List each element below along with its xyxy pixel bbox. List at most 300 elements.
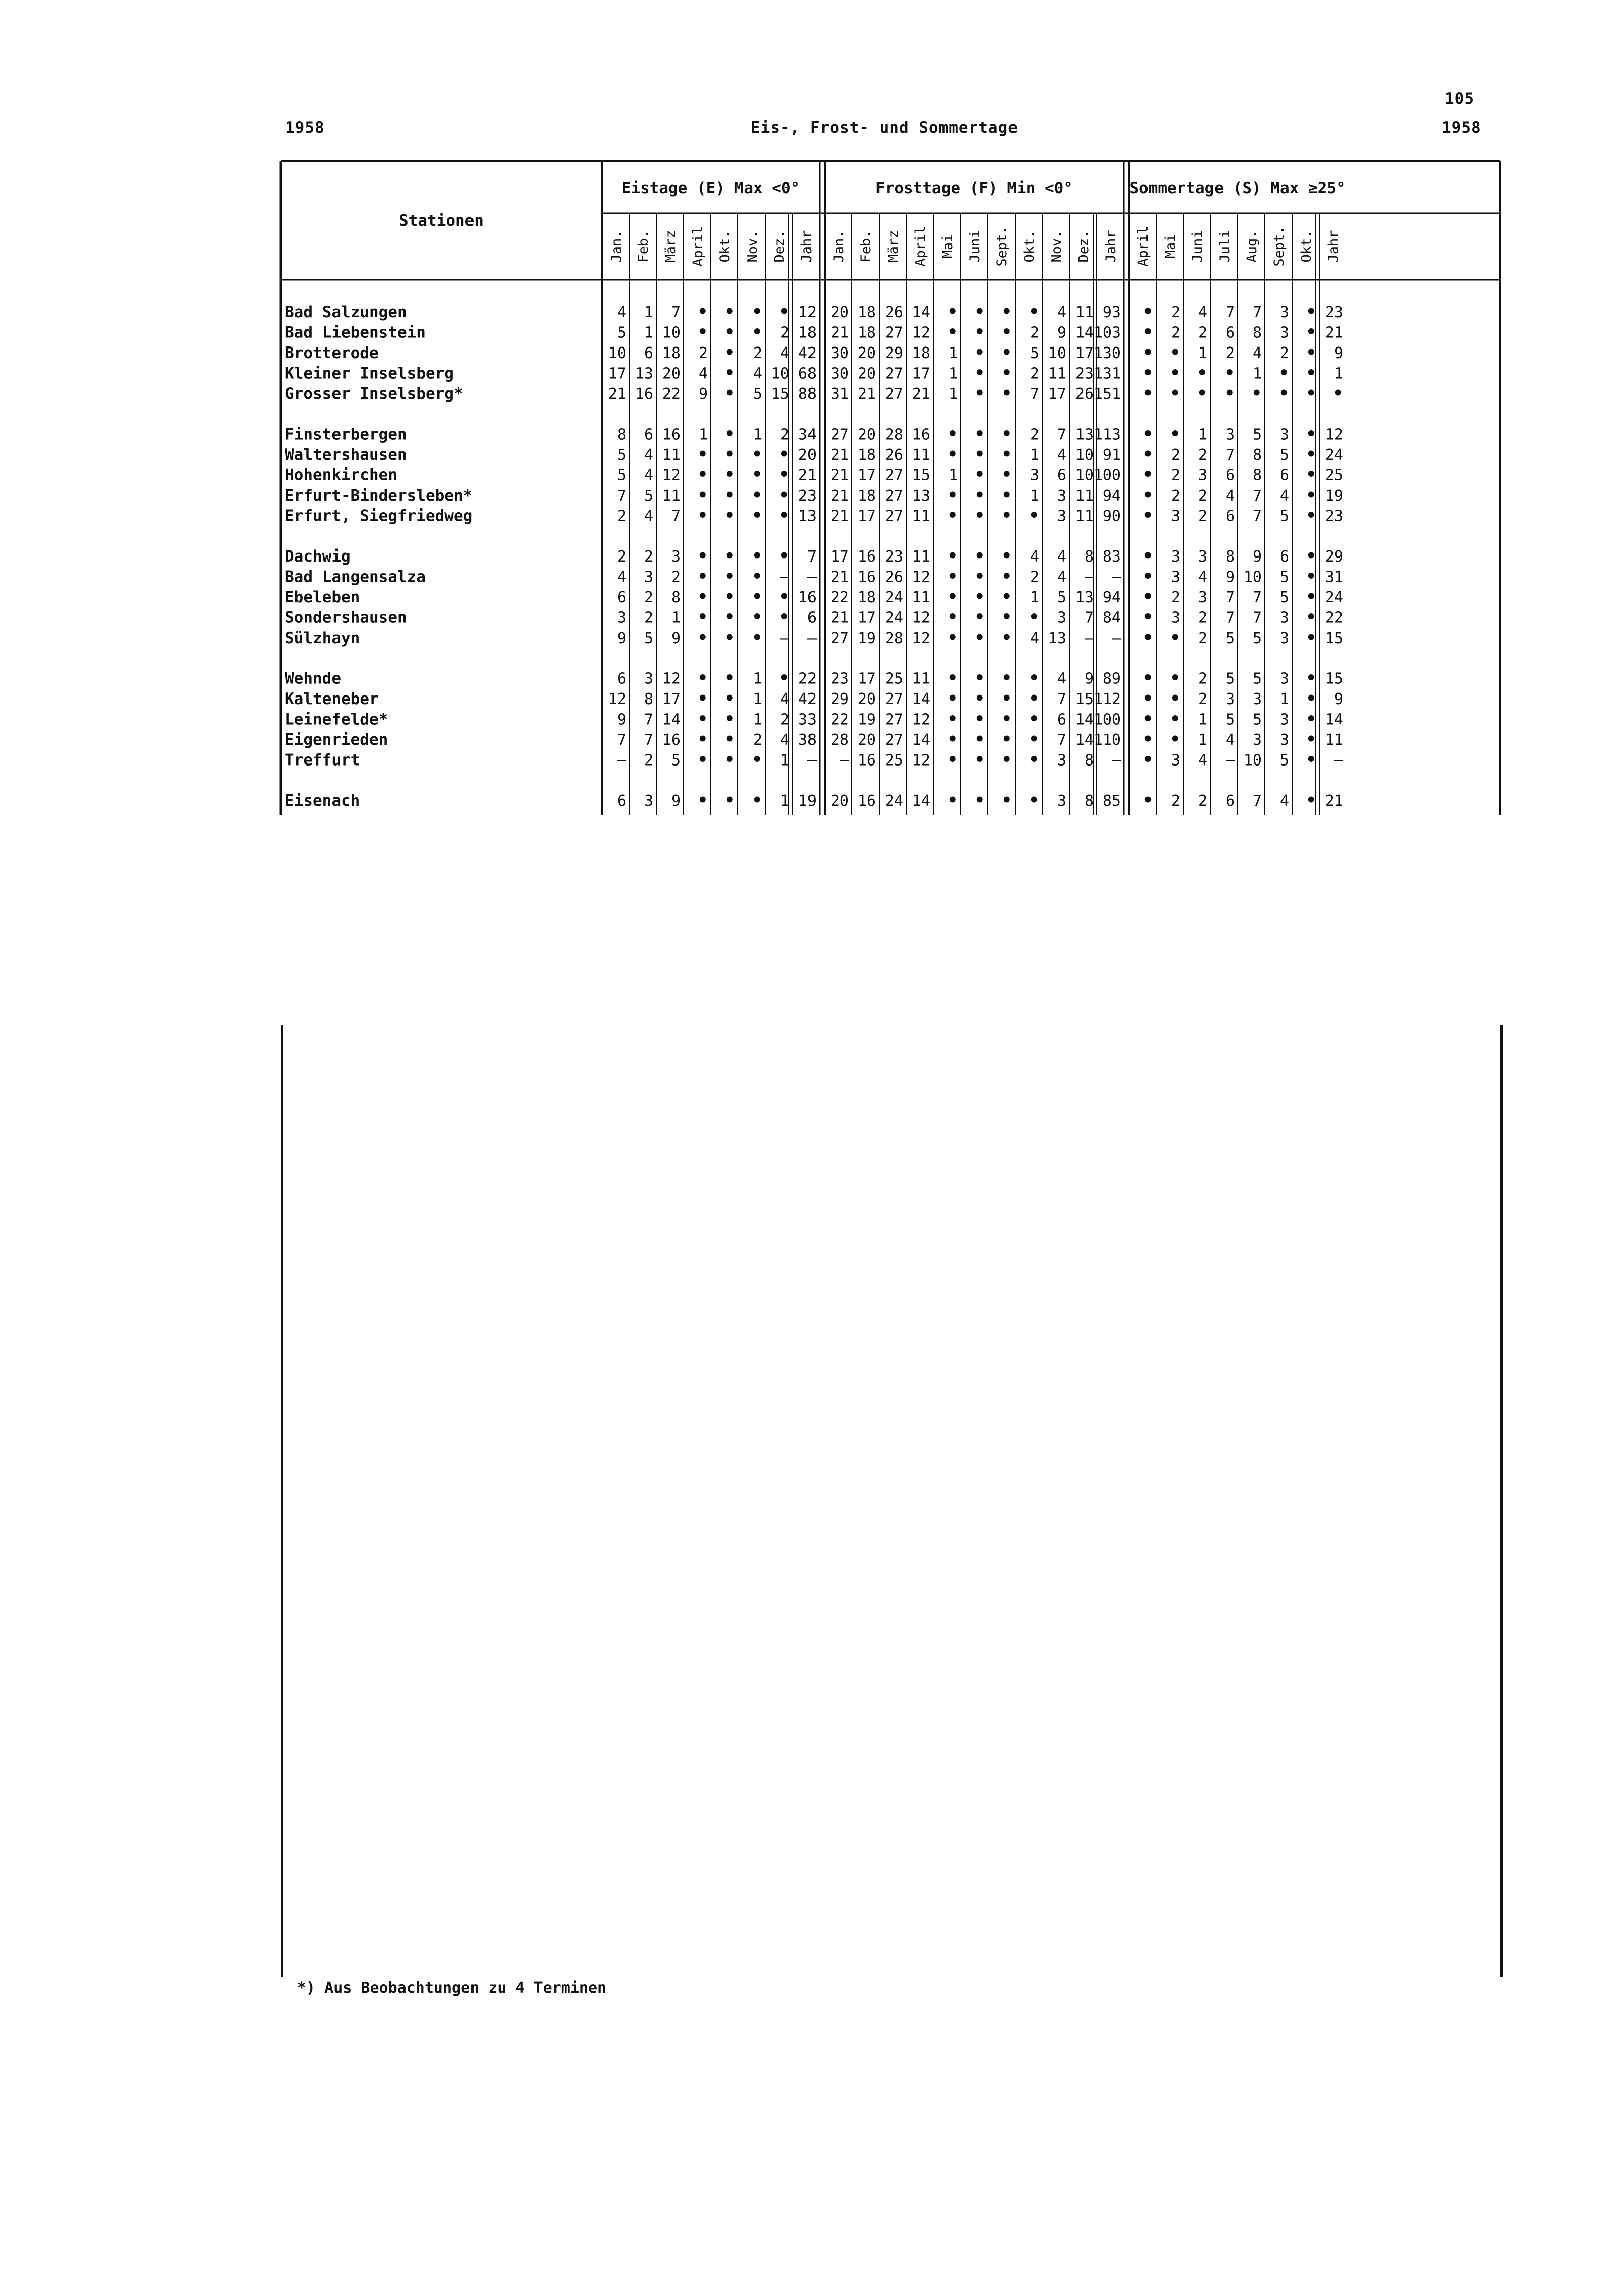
table-cell: 19: [857, 711, 876, 729]
table-cell: –: [839, 751, 849, 770]
table-cell: 10: [1048, 344, 1066, 362]
empty-dot: •: [724, 363, 735, 383]
empty-dot: •: [947, 587, 958, 607]
table-cell: 88: [798, 385, 817, 403]
empty-dot: •: [1001, 505, 1012, 526]
table-cell: 21: [830, 487, 849, 505]
empty-dot: •: [1224, 363, 1235, 383]
empty-dot: •: [974, 749, 985, 770]
table-cell: 2: [1030, 324, 1039, 342]
table-cell: 4: [644, 507, 653, 525]
table-cell: 100: [1093, 711, 1121, 729]
table-cell: 8: [1252, 324, 1262, 342]
empty-dot: •: [724, 628, 735, 648]
table-cell: 27: [885, 324, 903, 342]
table-cell: 10: [1243, 568, 1262, 586]
table-cell: –: [1225, 751, 1235, 770]
table-cell: 2: [1198, 690, 1207, 708]
table-cell: 5: [617, 324, 626, 342]
empty-dot: •: [974, 688, 985, 709]
table-cell: 11: [912, 670, 930, 688]
table-cell: 25: [885, 751, 903, 770]
table-cell: 1: [753, 711, 762, 729]
station-name: Kleiner Inselsberg: [285, 364, 454, 383]
empty-dot: •: [1001, 383, 1012, 403]
table-cell: 90: [1102, 507, 1121, 525]
table-cell: 3: [1279, 609, 1289, 627]
table-cell: –: [1334, 751, 1343, 770]
empty-dot: •: [947, 322, 958, 342]
table-cell: 27: [885, 690, 903, 708]
empty-dot: •: [1170, 709, 1180, 729]
table-cell: 17: [912, 365, 930, 383]
station-name: Eisenach: [285, 792, 360, 810]
empty-dot: •: [1029, 668, 1039, 688]
empty-dot: •: [947, 628, 958, 648]
table-cell: 4: [617, 568, 626, 586]
table-cell: 20: [857, 365, 876, 383]
empty-dot: •: [1142, 424, 1153, 444]
table-cell: 6: [1279, 548, 1289, 566]
station-name: Ebeleben: [285, 588, 360, 606]
table-cell: 31: [1325, 568, 1343, 586]
station-name: Sülzhayn: [285, 629, 360, 647]
table-cell: 31: [830, 385, 849, 403]
table-cell: 5: [1279, 446, 1289, 464]
empty-dot: •: [974, 587, 985, 607]
table-cell: 4: [644, 446, 653, 464]
table-cell: 83: [1102, 548, 1121, 566]
empty-dot: •: [697, 546, 708, 566]
table-cell: 3: [644, 792, 653, 810]
table-cell: 2: [1198, 487, 1207, 505]
table-cell: 3: [1057, 487, 1066, 505]
table-cell: 20: [830, 792, 849, 810]
table-cell: 1: [1279, 690, 1289, 708]
table-cell: 4: [1057, 304, 1066, 321]
footnote: *) Aus Beobachtungen zu 4 Terminen: [297, 1979, 607, 1997]
empty-dot: •: [779, 546, 789, 566]
empty-dot: •: [752, 444, 762, 464]
table-cell: 29: [1325, 548, 1343, 566]
empty-dot: •: [1306, 607, 1316, 628]
table-cell: 2: [1171, 324, 1180, 342]
table-cell: 5: [617, 446, 626, 464]
table-cell: 12: [912, 630, 930, 647]
table-cell: 1: [780, 792, 789, 810]
table-cell: 1: [948, 365, 958, 383]
station-name: Wehnde: [285, 669, 341, 688]
table-cell: 28: [885, 630, 903, 647]
empty-dot: •: [1224, 383, 1235, 403]
empty-dot: •: [1001, 424, 1012, 444]
table-cell: 1: [753, 426, 762, 444]
table-cell: 4: [1279, 792, 1289, 810]
table-cell: 6: [1279, 466, 1289, 484]
table-cell: 10: [771, 365, 789, 383]
empty-dot: •: [1197, 383, 1207, 403]
table-cell: 17: [857, 466, 876, 484]
table-cell: 11: [662, 446, 681, 464]
table-cell: 16: [857, 548, 876, 566]
table-cell: 20: [662, 365, 681, 383]
empty-dot: •: [1142, 668, 1153, 688]
empty-dot: •: [974, 566, 985, 587]
empty-dot: •: [752, 628, 762, 648]
table-cell: 30: [830, 344, 849, 362]
empty-dot: •: [1306, 342, 1316, 363]
table-cell: 2: [1198, 609, 1207, 627]
empty-dot: •: [1142, 587, 1153, 607]
empty-dot: •: [1306, 546, 1316, 566]
empty-dot: •: [974, 302, 985, 322]
station-name: Dachwig: [285, 547, 351, 566]
empty-dot: •: [1306, 505, 1316, 526]
table-cell: 17: [857, 670, 876, 688]
table-cell: 6: [1225, 324, 1235, 342]
table-cell: 2: [753, 344, 762, 362]
empty-dot: •: [1306, 485, 1316, 505]
table-cell: 1: [1198, 344, 1207, 362]
table-cell: –: [1084, 630, 1094, 647]
month-header: Juni: [1190, 230, 1205, 263]
table-cell: 12: [912, 609, 930, 627]
month-header: März: [886, 230, 901, 263]
table-cell: 16: [857, 751, 876, 770]
table-cell: 89: [1102, 670, 1121, 688]
table-cell: 10: [662, 324, 681, 342]
empty-dot: •: [1306, 363, 1316, 383]
table-cell: 11: [1075, 487, 1094, 505]
table-cell: 26: [885, 568, 903, 586]
table-cell: 23: [798, 487, 817, 505]
table-cell: 42: [798, 690, 817, 708]
table-cell: 5: [644, 630, 653, 647]
empty-dot: •: [1001, 688, 1012, 709]
table-cell: 5: [1279, 589, 1289, 606]
table-cell: 2: [1171, 792, 1180, 810]
table-cell: 131: [1093, 365, 1121, 383]
table-cell: 27: [885, 487, 903, 505]
empty-dot: •: [1142, 363, 1153, 383]
empty-dot: •: [1029, 607, 1039, 628]
table-cell: 9: [698, 385, 708, 403]
table-cell: 7: [1225, 446, 1235, 464]
table-cell: 7: [644, 731, 653, 749]
table-cell: 4: [1252, 344, 1262, 362]
table-cell: 17: [1048, 385, 1066, 403]
table-cell: 2: [644, 548, 653, 566]
table-cell: 5: [1279, 568, 1289, 586]
table-cell: 1: [644, 324, 653, 342]
empty-dot: •: [974, 607, 985, 628]
table-cell: 2: [1198, 324, 1207, 342]
table-cell: 27: [830, 630, 849, 647]
table-cell: 3: [1198, 548, 1207, 566]
table-cell: 14: [912, 690, 930, 708]
empty-dot: •: [1001, 607, 1012, 628]
month-header: Sept.: [994, 226, 1010, 267]
table-cell: 1: [1030, 589, 1039, 606]
table-cell: 3: [1252, 731, 1262, 749]
table-cell: 1: [948, 466, 958, 484]
table-cell: 11: [1325, 731, 1343, 749]
table-cell: 27: [885, 466, 903, 484]
table-cell: 9: [671, 792, 681, 810]
table-cell: 21: [608, 385, 626, 403]
table-cell: 17: [857, 609, 876, 627]
table-cell: 4: [1030, 630, 1039, 647]
table-cell: 18: [857, 304, 876, 321]
table-cell: 15: [912, 466, 930, 484]
table-cell: 6: [644, 344, 653, 362]
month-header: Jahr: [799, 230, 815, 263]
table-cell: 14: [912, 731, 930, 749]
table-cell: 4: [753, 365, 762, 383]
table-cell: 3: [1057, 751, 1066, 770]
table-cell: 23: [830, 670, 849, 688]
table-cell: 94: [1102, 589, 1121, 606]
empty-dot: •: [1142, 688, 1153, 709]
empty-dot: •: [697, 302, 708, 322]
table-cell: 20: [857, 690, 876, 708]
table-cell: 3: [644, 670, 653, 688]
table-cell: –: [807, 751, 817, 770]
empty-dot: •: [724, 790, 735, 810]
table-cell: 23: [885, 548, 903, 566]
table-cell: 7: [617, 487, 626, 505]
station-name: Leinefelde*: [285, 710, 388, 729]
table-cell: 12: [798, 304, 817, 321]
table-cell: 29: [830, 690, 849, 708]
empty-dot: •: [1170, 628, 1180, 648]
empty-dot: •: [1001, 668, 1012, 688]
empty-dot: •: [1306, 790, 1316, 810]
table-cell: 3: [1279, 630, 1289, 647]
month-header: März: [663, 230, 679, 263]
table-cell: 21: [830, 324, 849, 342]
table-cell: 9: [617, 630, 626, 647]
year-right: 1958: [1442, 119, 1481, 137]
empty-dot: •: [724, 322, 735, 342]
empty-dot: •: [1170, 342, 1180, 363]
table-cell: 2: [1171, 446, 1180, 464]
table-cell: 7: [1084, 609, 1094, 627]
table-cell: 24: [885, 589, 903, 606]
table-cell: 22: [798, 670, 817, 688]
empty-dot: •: [1001, 444, 1012, 464]
empty-dot: •: [1170, 424, 1180, 444]
empty-dot: •: [974, 505, 985, 526]
lower-frame-left: [281, 1025, 283, 1977]
table-cell: 3: [1279, 670, 1289, 688]
empty-dot: •: [724, 444, 735, 464]
table-cell: 2: [1198, 630, 1207, 647]
table-cell: 4: [1057, 548, 1066, 566]
empty-dot: •: [947, 444, 958, 464]
table-cell: 6: [644, 426, 653, 444]
table-cell: 6: [1057, 711, 1066, 729]
table-cell: 21: [830, 609, 849, 627]
table-cell: 103: [1093, 324, 1121, 342]
table-cell: 23: [1075, 365, 1094, 383]
station-name: Grosser Inselsberg*: [285, 385, 463, 403]
table-cell: 4: [1057, 568, 1066, 586]
table-cell: 4: [698, 365, 708, 383]
empty-dot: •: [974, 668, 985, 688]
month-header: Sept.: [1271, 226, 1287, 267]
empty-dot: •: [724, 668, 735, 688]
empty-dot: •: [1029, 749, 1039, 770]
month-header: April: [690, 226, 706, 267]
empty-dot: •: [1278, 383, 1289, 403]
empty-dot: •: [1170, 729, 1180, 749]
empty-dot: •: [974, 546, 985, 566]
table-cell: 9: [1252, 548, 1262, 566]
table-cell: 8: [671, 589, 681, 606]
empty-dot: •: [1001, 566, 1012, 587]
table-cell: 42: [798, 344, 817, 362]
empty-dot: •: [779, 485, 789, 505]
empty-dot: •: [1306, 668, 1316, 688]
empty-dot: •: [1142, 546, 1153, 566]
table-cell: 5: [1225, 670, 1235, 688]
table-cell: 8: [644, 690, 653, 708]
table-cell: 15: [1325, 630, 1343, 647]
table-cell: 16: [857, 568, 876, 586]
table-cell: 4: [1057, 446, 1066, 464]
table-cell: 27: [830, 426, 849, 444]
table-cell: 2: [644, 589, 653, 606]
month-header: April: [1135, 226, 1151, 267]
table-cell: 5: [1225, 711, 1235, 729]
table-cell: –: [1111, 630, 1121, 647]
table-cell: 21: [830, 507, 849, 525]
table-cell: 28: [885, 426, 903, 444]
month-header: Juni: [967, 230, 983, 263]
table-cell: 5: [1279, 751, 1289, 770]
table-cell: 10: [608, 344, 626, 362]
table-cell: 23: [1325, 304, 1343, 321]
table-cell: 27: [885, 385, 903, 403]
table-cell: –: [807, 630, 817, 647]
empty-dot: •: [1306, 302, 1316, 322]
empty-dot: •: [974, 444, 985, 464]
table-cell: 7: [1252, 609, 1262, 627]
table-cell: 6: [1225, 792, 1235, 810]
table-cell: 1: [1334, 365, 1343, 383]
table-cell: 13: [1075, 426, 1094, 444]
table-cell: 1: [753, 690, 762, 708]
empty-dot: •: [752, 322, 762, 342]
empty-dot: •: [947, 566, 958, 587]
table-cell: 3: [1171, 568, 1180, 586]
table-cell: 1: [780, 751, 789, 770]
empty-dot: •: [1278, 363, 1289, 383]
empty-dot: •: [724, 424, 735, 444]
table-cell: 1: [753, 670, 762, 688]
table-cell: 16: [662, 426, 681, 444]
empty-dot: •: [1142, 302, 1153, 322]
empty-dot: •: [752, 464, 762, 485]
empty-dot: •: [1170, 688, 1180, 709]
empty-dot: •: [697, 485, 708, 505]
table-cell: 7: [671, 507, 681, 525]
table-cell: 7: [1252, 487, 1262, 505]
empty-dot: •: [697, 628, 708, 648]
empty-dot: •: [697, 749, 708, 770]
empty-dot: •: [974, 709, 985, 729]
table-cell: 3: [1225, 426, 1235, 444]
table-cell: 15: [1325, 670, 1343, 688]
table-cell: 93: [1102, 304, 1121, 321]
empty-dot: •: [779, 444, 789, 464]
table-cell: 28: [830, 731, 849, 749]
table-cell: 130: [1093, 344, 1121, 362]
table-cell: 4: [1198, 568, 1207, 586]
table-cell: 7: [1225, 304, 1235, 321]
empty-dot: •: [752, 587, 762, 607]
empty-dot: •: [1333, 383, 1343, 403]
frost-days-table: [0, 0, 1619, 816]
empty-dot: •: [947, 607, 958, 628]
table-cell: 7: [671, 304, 681, 321]
month-header: Jan.: [831, 230, 847, 263]
table-cell: 4: [1030, 548, 1039, 566]
empty-dot: •: [697, 668, 708, 688]
month-header: Jahr: [1103, 230, 1119, 263]
empty-dot: •: [974, 729, 985, 749]
table-cell: 2: [1279, 344, 1289, 362]
table-cell: 6: [617, 589, 626, 606]
empty-dot: •: [1142, 566, 1153, 587]
empty-dot: •: [974, 464, 985, 485]
empty-dot: •: [1029, 729, 1039, 749]
table-cell: 2: [1198, 670, 1207, 688]
table-cell: 16: [912, 426, 930, 444]
empty-dot: •: [752, 749, 762, 770]
empty-dot: •: [974, 383, 985, 403]
table-cell: 21: [798, 466, 817, 484]
empty-dot: •: [779, 464, 789, 485]
table-cell: 5: [1252, 426, 1262, 444]
empty-dot: •: [947, 749, 958, 770]
table-cell: 3: [1279, 426, 1289, 444]
empty-dot: •: [1142, 790, 1153, 810]
empty-dot: •: [1001, 342, 1012, 363]
table-cell: 9: [1334, 344, 1343, 362]
month-header: Dez.: [1076, 230, 1092, 263]
table-cell: 2: [753, 731, 762, 749]
empty-dot: •: [974, 424, 985, 444]
table-cell: 9: [1057, 324, 1066, 342]
table-cell: 1: [1252, 365, 1262, 383]
empty-dot: •: [947, 505, 958, 526]
empty-dot: •: [974, 342, 985, 363]
empty-dot: •: [947, 546, 958, 566]
table-cell: 6: [1057, 466, 1066, 484]
table-cell: 21: [912, 385, 930, 403]
table-cell: 113: [1093, 426, 1121, 444]
table-cell: 8: [1084, 751, 1094, 770]
table-cell: 3: [1252, 690, 1262, 708]
table-cell: 2: [1030, 426, 1039, 444]
table-cell: 1: [644, 304, 653, 321]
table-cell: 11: [1075, 304, 1094, 321]
empty-dot: •: [1001, 302, 1012, 322]
empty-dot: •: [697, 729, 708, 749]
table-cell: 5: [1225, 630, 1235, 647]
